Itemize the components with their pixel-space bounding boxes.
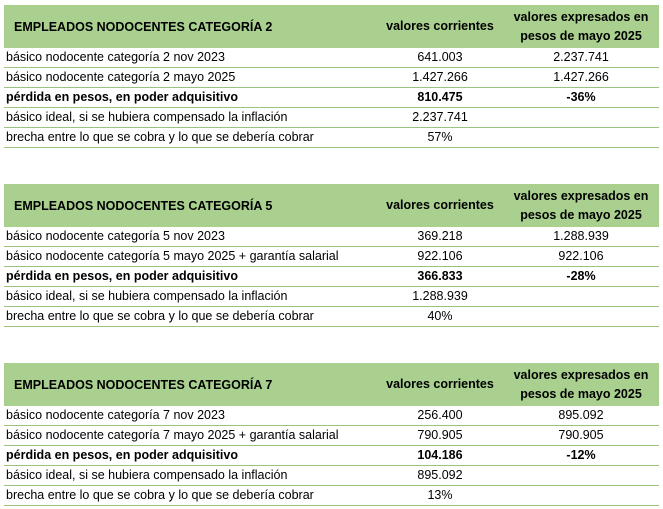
row-label: brecha entre lo que se cobra y lo que se debería cobrar (6, 130, 314, 144)
adjusted-value: -28% (566, 269, 596, 283)
salary-table-3 (4, 363, 659, 506)
table-row (4, 446, 659, 466)
table-row (4, 426, 659, 446)
current-value: 104.186 (417, 448, 463, 462)
table-row (4, 68, 659, 88)
adjusted-value (503, 108, 659, 127)
current-value: 1.288.939 (412, 289, 468, 303)
current-value: 13% (427, 488, 453, 502)
row-label: básico nodocente categoría 5 mayo 2025 + garantía salarial (6, 249, 339, 263)
adjusted-value: 922.106 (558, 249, 604, 263)
row-label: básico ideal, si se hubiera compensado la inflación (6, 110, 288, 124)
row-label: brecha entre lo que se cobra y lo que se debería cobrar (6, 488, 314, 502)
adjusted-value: 790.905 (558, 428, 604, 442)
current-value: 57% (427, 130, 453, 144)
column-header-may-2025: valores expresados en pesos de mayo 2025 (513, 188, 649, 222)
current-value: 790.905 (417, 428, 463, 442)
current-value: 810.475 (417, 90, 463, 104)
adjusted-value: -12% (566, 448, 596, 462)
current-value: 40% (427, 309, 453, 323)
adjusted-value: 1.288.939 (553, 229, 609, 243)
table-row (4, 287, 659, 307)
adjusted-value: 895.092 (558, 408, 604, 422)
adjusted-value: 2.237.741 (553, 50, 609, 64)
row-label: básico nodocente categoría 2 nov 2023 (6, 50, 225, 64)
table-title: EMPLEADOS NODOCENTES CATEGORÍA 2 (14, 19, 273, 34)
table-title: EMPLEADOS NODOCENTES CATEGORÍA 7 (14, 377, 273, 392)
table-row (4, 406, 659, 426)
adjusted-value (503, 486, 659, 505)
row-label: básico ideal, si se hubiera compensado la inflación (6, 289, 288, 303)
adjusted-value (503, 128, 659, 147)
table-row (4, 486, 659, 506)
row-label: básico nodocente categoría 2 mayo 2025 (6, 70, 236, 84)
table-row (4, 267, 659, 287)
current-value: 641.003 (417, 50, 463, 64)
table-row (4, 466, 659, 486)
current-value: 2.237.741 (412, 110, 468, 124)
adjusted-value: -36% (566, 90, 596, 104)
table-title: EMPLEADOS NODOCENTES CATEGORÍA 5 (14, 198, 273, 213)
current-value: 366.833 (417, 269, 463, 283)
table-row (4, 128, 659, 148)
current-value: 1.427.266 (412, 70, 468, 84)
current-value: 922.106 (417, 249, 463, 263)
adjusted-value (503, 287, 659, 306)
salary-table-2 (4, 184, 659, 327)
row-label: brecha entre lo que se cobra y lo que se debería cobrar (6, 309, 314, 323)
column-header-may-2025: valores expresados en pesos de mayo 2025 (513, 9, 649, 43)
row-label: básico nodocente categoría 5 nov 2023 (6, 229, 225, 243)
row-label: básico nodocente categoría 7 nov 2023 (6, 408, 225, 422)
salary-table-1 (4, 5, 659, 148)
table-row (4, 307, 659, 327)
row-label: pérdida en pesos, en poder adquisitivo (6, 448, 238, 462)
adjusted-value (503, 466, 659, 485)
current-value: 256.400 (417, 408, 463, 422)
row-label: pérdida en pesos, en poder adquisitivo (6, 269, 238, 283)
row-label: pérdida en pesos, en poder adquisitivo (6, 90, 238, 104)
current-value: 895.092 (417, 468, 463, 482)
table-row (4, 108, 659, 128)
table-header (4, 5, 659, 48)
column-header-current: valores corrientes (386, 19, 494, 33)
current-value: 369.218 (417, 229, 463, 243)
table-row (4, 227, 659, 247)
column-header-current: valores corrientes (386, 377, 494, 391)
table-header (4, 184, 659, 227)
table-row (4, 48, 659, 68)
adjusted-value (503, 307, 659, 326)
table-row (4, 88, 659, 108)
adjusted-value: 1.427.266 (553, 70, 609, 84)
row-label: básico ideal, si se hubiera compensado la inflación (6, 468, 288, 482)
column-header-may-2025: valores expresados en pesos de mayo 2025 (513, 367, 649, 401)
row-label: básico nodocente categoría 7 mayo 2025 + garantía salarial (6, 428, 339, 442)
table-header (4, 363, 659, 406)
column-header-current: valores corrientes (386, 198, 494, 212)
table-row (4, 247, 659, 267)
